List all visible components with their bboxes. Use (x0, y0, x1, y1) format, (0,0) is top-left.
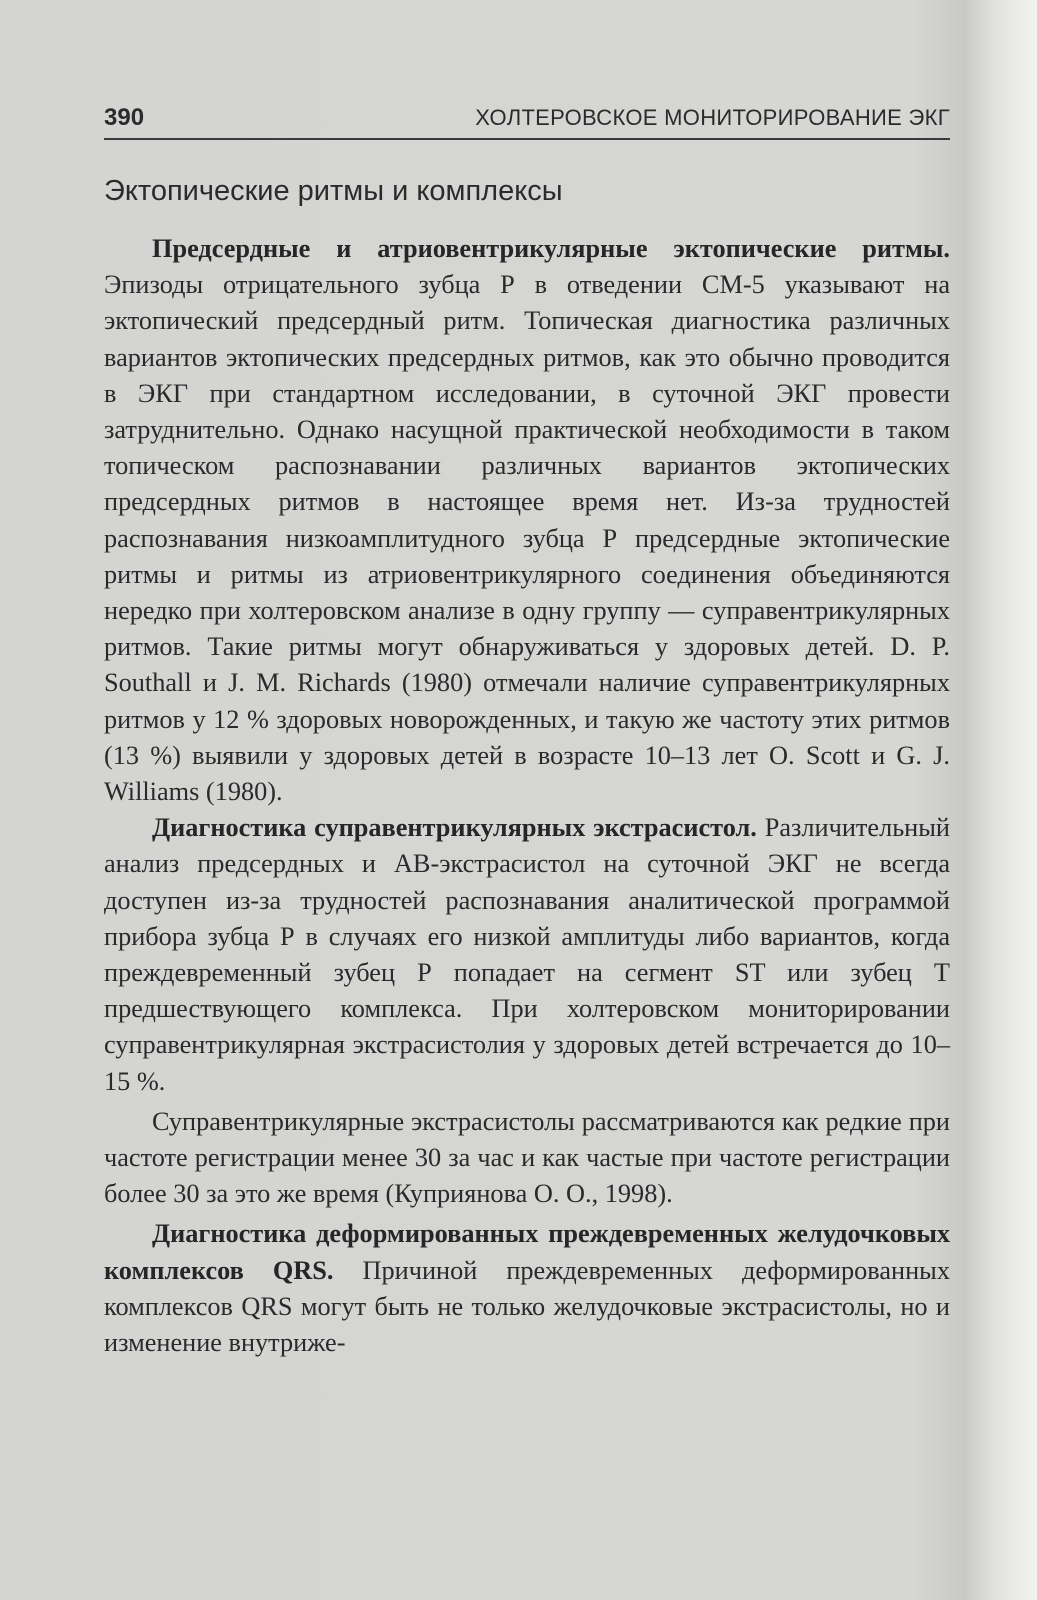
paragraph-text: Различительный анализ предсердных и АВ-экстрасистол на суточной ЭКГ не всегда доступен из-за трудностей распознавания аналитической программой прибора зубца Р в случаях его низкой амплитуды либо вариантов, когда преждевременный зубец Р попадает на сегмент ST или зубец Т предшествующего комплекса. При холтеровском мониторировании суправентрикулярная экстрасистолия у здоровых детей встречается до 10–15 %. (104, 813, 950, 1096)
paragraph-text: Эпизоды отрицательного зубца Р в отведении СМ-5 указывают на эктопический предсердный ритм. Топическая диагностика различных вариантов эктопических предсердных ритмов, как это обычно проводится в ЭКГ при стандартном исследовании, в суточной ЭКГ провести затруднительно. Однако насущной практической необходимости в таком топическом распознавании различных вариантов эктопических предсердных ритмов в настоящее время нет. Из-за трудностей распознавания низкоамплитудного зубца Р предсердные эктопические ритмы и ритмы из атриовентрикулярного соединения объединяются нередко при холтеровском анализе в одну группу — суправентрикулярных ритмов. Такие ритмы могут обнаруживаться у здоровых детей. D. P. Southall и J. M. Richards (1980) отмечали наличие суправентрикулярных ритмов у 12 % здоровых новорожденных, и такую же частоту этих ритмов (13 %) выявили у здоровых детей в возрасте 10–13 лет O. Scott и G. J. Williams (1980). (104, 270, 950, 807)
running-title: ХОЛТЕРОВСКОЕ МОНИТОРИРОВАНИЕ ЭКГ (475, 105, 950, 130)
paragraph-ectopic-rhythms (104, 231, 950, 810)
paragraph-lead: Диагностика суправентрикулярных экстрасистол. (152, 813, 757, 843)
page-number: 390 (104, 104, 145, 131)
paragraph-deformed-qrs (104, 1216, 950, 1361)
paragraph-text: Суправентрикулярные экстрасистолы рассматриваются как редкие при частоте регистрации менее 30 за час и как частые при частоте регистрации более 30 за это же время (Куприянова О. О., 1998). (104, 1106, 950, 1209)
body-text (104, 231, 950, 1361)
paragraph-text: Причиной преждевременных деформированных комплексов QRS могут быть не только желудочковые экстрасистолы, но и изменение внутриже- (104, 1255, 950, 1358)
paragraph-supraventricular-extrasystoles (104, 810, 950, 1100)
paragraph-lead: Предсердные и атриовентрикулярные эктопические ритмы. (152, 234, 950, 263)
running-header (104, 100, 950, 140)
paragraph-frequency (104, 1104, 950, 1213)
paragraph-lead: Диагностика деформированных преждевременных желудочковых комплексов QRS. (104, 1219, 950, 1285)
section-title: Эктопические ритмы и комплексы (104, 175, 563, 207)
